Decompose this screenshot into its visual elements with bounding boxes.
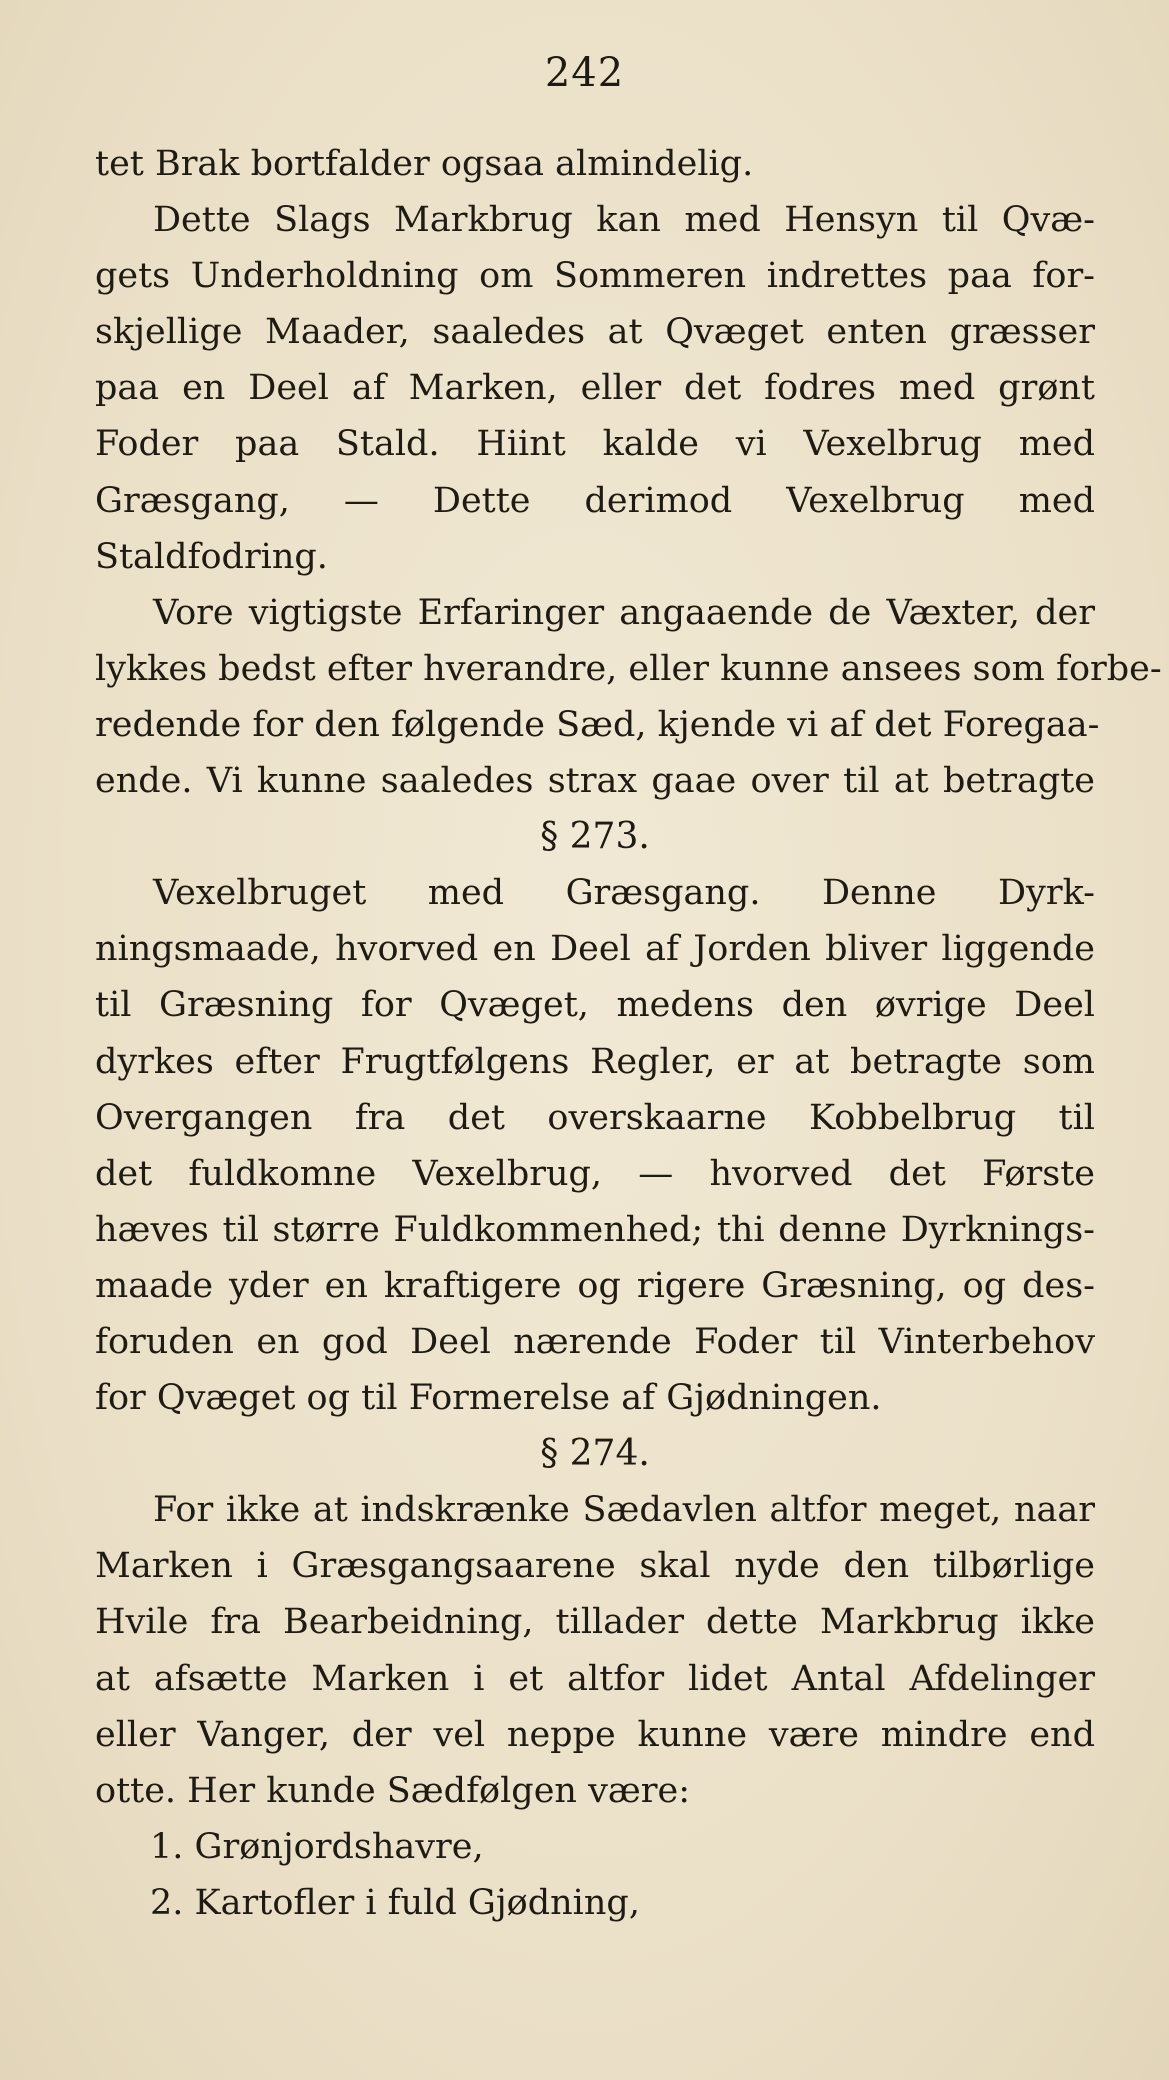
body-text bbox=[95, 136, 1162, 1931]
text-line: Marken i Græsgangsaarene skal nyde den tilbørlige bbox=[95, 1546, 1095, 1587]
text-line: maade yder en kraftigere og rigere Græsning, og des- bbox=[95, 1265, 1095, 1306]
text-line: for Qvæget og til Formerelse af Gjødningen. bbox=[95, 1378, 882, 1419]
text-line: Staldfodring. bbox=[95, 536, 328, 577]
page-number: 242 bbox=[544, 50, 625, 96]
text-line: otte. Her kunde Sædfølgen være: bbox=[95, 1770, 690, 1811]
text-line: Vexelbruget med Græsgang. Denne Dyrk- bbox=[153, 873, 1095, 914]
text-line: Vore vigtigste Erfaringer angaaende de Væxter, der bbox=[153, 592, 1095, 633]
text-line: gets Underholdning om Sommeren indrettes paa for- bbox=[95, 256, 1095, 297]
text-line: skjellige Maader, saaledes at Qvæget enten græsser bbox=[95, 312, 1095, 353]
text-line: Dette Slags Markbrug kan med Hensyn til Qvæ- bbox=[153, 200, 1095, 241]
section-heading: § 274. bbox=[540, 1433, 650, 1475]
text-line: 2. Kartofler i fuld Gjødning, bbox=[150, 1882, 640, 1923]
text-line: paa en Deel af Marken, eller det fodres med grønt bbox=[95, 368, 1095, 409]
text-line: dyrkes efter Frugtfølgens Regler, er at betragte som bbox=[95, 1041, 1095, 1082]
text-line: tet Brak bortfalder ogsaa almindelig. bbox=[95, 144, 754, 184]
text-line: hæves til større Fuldkommenhed; thi denne Dyrknings- bbox=[95, 1209, 1095, 1250]
text-line: Overgangen fra det overskaarne Kobbelbrug til bbox=[95, 1097, 1095, 1138]
section-heading: § 273. bbox=[540, 816, 650, 858]
text-line: redende for den følgende Sæd, kjende vi af det Foregaa- bbox=[95, 704, 1100, 745]
text-line: For ikke at indskrænke Sædavlen altfor meget, naar bbox=[153, 1490, 1095, 1531]
text-line: Foder paa Stald. Hiint kalde vi Vexelbrug med bbox=[95, 424, 1095, 465]
text-line: eller Vanger, der vel neppe kunne være mindre end bbox=[95, 1714, 1095, 1755]
text-line: foruden en god Deel nærende Foder til Vinterbehov bbox=[95, 1321, 1095, 1362]
text-line: at afsætte Marken i et altfor lidet Antal Afdelinger bbox=[95, 1658, 1095, 1699]
text-line: det fuldkomne Vexelbrug, — hvorved det Første bbox=[95, 1153, 1095, 1194]
text-line: Hvile fra Bearbeidning, tillader dette Markbrug ikke bbox=[95, 1602, 1095, 1643]
text-line: lykkes bedst efter hverandre, eller kunne ansees som forbe- bbox=[95, 648, 1162, 689]
text-line: til Græsning for Qvæget, medens den øvrige Deel bbox=[95, 985, 1095, 1026]
text-line: Græsgang, — Dette derimod Vexelbrug med bbox=[95, 480, 1095, 521]
text-line: ende. Vi kunne saaledes strax gaae over til at betragte bbox=[95, 761, 1095, 802]
text-line: 1. Grønjordshavre, bbox=[150, 1826, 484, 1867]
text-line: ningsmaade, hvorved en Deel af Jorden bliver liggende bbox=[95, 929, 1095, 970]
